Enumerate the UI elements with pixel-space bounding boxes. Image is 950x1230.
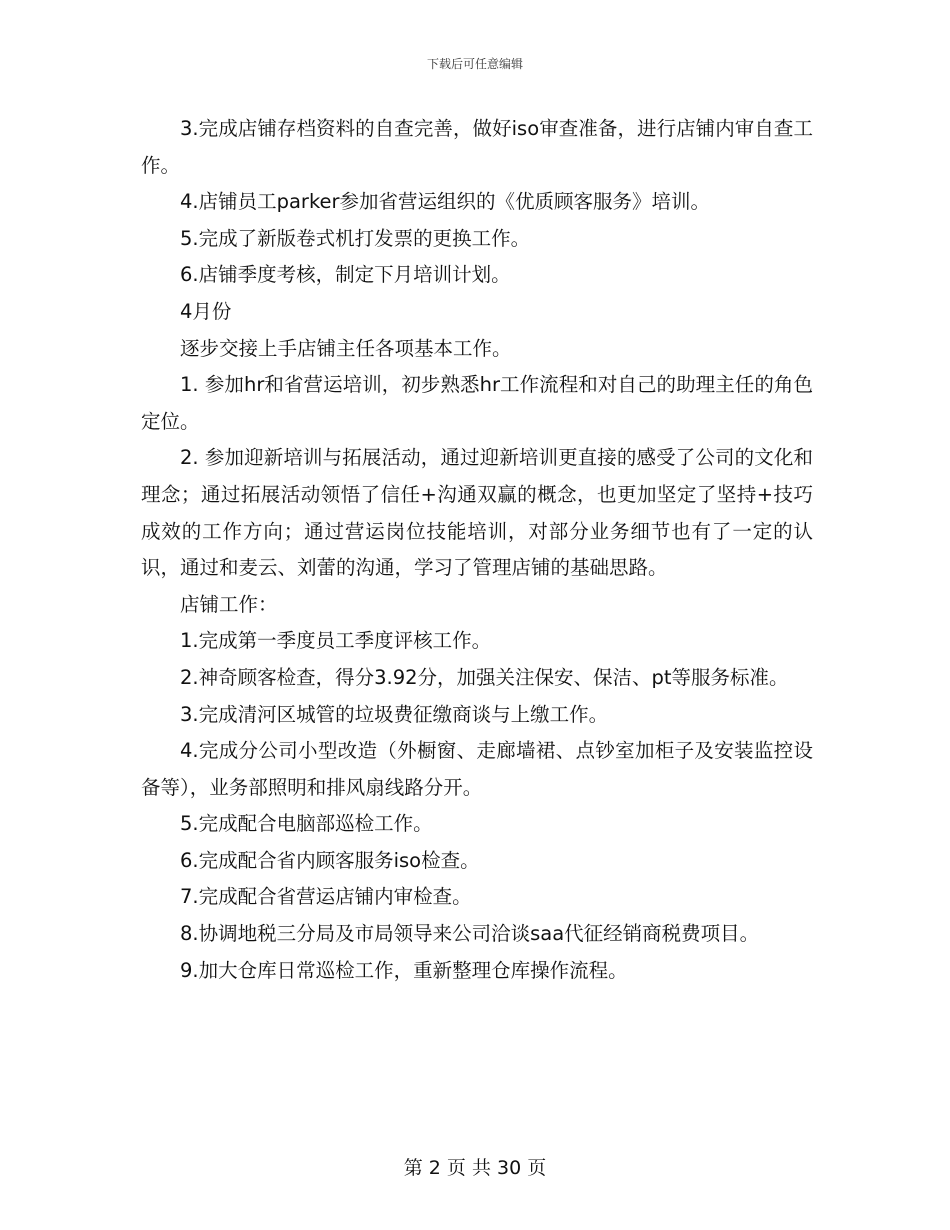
document-body (141, 111, 813, 989)
page-number-footer: 第 2 页 共 30 页 (403, 1157, 547, 1179)
paragraph: 5.完成了新版卷式机打发票的更换工作。 (180, 226, 531, 250)
section-heading-store-work: 店铺工作： (180, 592, 278, 616)
list-item: 9.加大仓库日常巡检工作，重新整理仓库操作流程。 (180, 958, 628, 982)
list-item: 5.完成配合电脑部巡检工作。 (180, 812, 433, 836)
section-heading-april: 4月份 (180, 299, 232, 323)
list-item: 2.神奇顾客检查，得分3.92分，加强关注保安、保洁、pt等服务标准。 (180, 665, 789, 689)
list-item: 8.协调地税三分局及市局领导来公司洽谈saa代征经销商税费项目。 (180, 922, 760, 946)
paragraph: 1. 参加hr和省营运培训，初步熟悉hr工作流程和对自己的助理主任的角色定位。 (141, 373, 813, 433)
paragraph: 3.完成店铺存档资料的自查完善，做好iso审查准备，进行店铺内审自查工作。 (141, 117, 813, 177)
list-item: 1.完成第一季度员工季度评核工作。 (180, 629, 492, 653)
list-item: 3.完成清河区城管的垃圾费征缴商谈与上缴工作。 (180, 702, 609, 726)
list-item: 4.完成分公司小型改造（外橱窗、走廊墙裙、点钞室加柜子及安装监控设备等），业务部照明和排风扇线路分开。 (141, 739, 813, 799)
paragraph: 2. 参加迎新培训与拓展活动，通过迎新培训更直接的感受了公司的文化和理念；通过拓展活动领悟了信任+沟通双赢的概念，也更加坚定了坚持+技巧成效的工作方向；通过营运岗位技能培训，对部分业务细节也有了一定的认识，通过和麦云、刘蕾的沟通，学习了管理店铺的基础思路。 (141, 446, 813, 580)
paragraph: 6.店铺季度考核，制定下月培训计划。 (180, 263, 511, 287)
list-item: 6.完成配合省内顾客服务iso检查。 (180, 848, 480, 872)
paragraph: 4.店铺员工parker参加省营运组织的《优质顾客服务》培训。 (180, 190, 711, 214)
page-header: 下载后可任意编辑 (426, 57, 523, 71)
paragraph: 逐步交接上手店铺主任各项基本工作。 (180, 336, 512, 360)
list-item: 7.完成配合省营运店铺内审检查。 (180, 885, 472, 909)
